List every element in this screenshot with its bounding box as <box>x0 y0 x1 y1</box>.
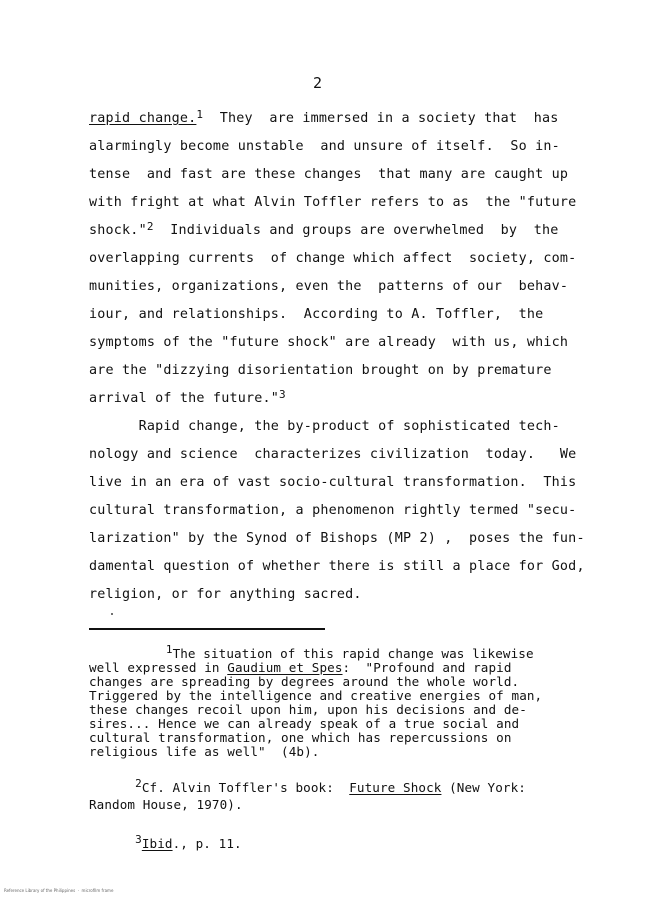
cited-title: Future Shock <box>349 780 442 795</box>
body-line: religion, or for anything sacred. <box>89 587 362 602</box>
footnote-ref[interactable]: 3 <box>279 388 286 401</box>
body-line: rapid change.$^1$ They are immersed in a society that has <box>89 108 559 126</box>
body-line: iour, and relationships. According to A. Toffler, the <box>89 307 544 322</box>
underlined-phrase: rapid change. <box>89 111 197 126</box>
footnote-1: $^1$The situation of this rapid change was likewise <box>165 643 534 661</box>
footnote-line: religious life as well" (4b). <box>89 744 320 759</box>
body-line: nology and science characterizes civilization today. We <box>89 447 577 462</box>
body-line: symptoms of the "future shock" are already with us, which <box>89 335 569 350</box>
footnote-number: 2 <box>135 777 142 790</box>
ibid-ref: Ibid <box>141 836 173 851</box>
body-line: tense and fast are these changes that many are caught up <box>89 167 569 182</box>
body-line: alarmingly become unstable and unsure of itself. So in- <box>89 139 560 154</box>
body-line: damental question of whether there is still a place for God, <box>89 559 585 574</box>
body-line: overlapping currents of change which affect society, com- <box>89 251 577 266</box>
footnote-number: 3 <box>135 833 142 846</box>
footnote-ref[interactable]: 1 <box>196 108 204 121</box>
cited-title: Gaudium et Spes <box>227 660 343 675</box>
footnote-line: changes are spreading by degrees around the whole world. <box>89 674 520 689</box>
body-line: shock."$^2$ Individuals and groups are overwhelmed by the <box>89 220 559 238</box>
footnote-number: 1 <box>165 643 173 656</box>
body-line: live in an era of vast socio-cultural transformation. This <box>89 475 577 490</box>
body-line: arrival of the future."$^3$ <box>89 388 286 406</box>
body-line: cultural transformation, a phenomenon rightly termed "secu- <box>89 503 577 518</box>
footnote-divider <box>89 628 325 630</box>
body-line: munities, organizations, even the patterns of our behav- <box>89 279 569 294</box>
footnote-3: $^3$Ibid., p. 11. <box>135 833 242 851</box>
footnote-line: Triggered by the intelligence and creative energies of man, <box>89 688 543 703</box>
footnote-line: these changes recoil upon him, upon his decisions and de- <box>89 702 527 717</box>
body-line: larization" by the Synod of Bishops (MP 2) , poses the fun- <box>89 531 585 546</box>
footnote-line: Random House, 1970). <box>89 797 243 812</box>
footnote-line: well expressed in Gaudium et Spes: "Profound and rapid <box>89 660 512 675</box>
speck <box>111 613 113 615</box>
footnote-2: $^2$Cf. Alvin Toffler's book: Future Shock (New York: <box>135 777 526 795</box>
page-number: 2 <box>313 74 323 92</box>
archive-footer: Reference Library of the Philippines · microfilm frame <box>4 888 114 893</box>
body-line: are the "dizzying disorientation brought on by premature <box>89 363 552 378</box>
footnote-line: cultural transformation, one which has repercussions on <box>89 730 512 745</box>
footnote-line: sires... Hence we can already speak of a true social and <box>89 716 520 731</box>
body-line: Rapid change, the by-product of sophisticated tech- <box>89 419 560 434</box>
body-line: with fright at what Alvin Toffler refers to as the "future <box>89 195 577 210</box>
footnote-ref[interactable]: 2 <box>146 220 154 233</box>
